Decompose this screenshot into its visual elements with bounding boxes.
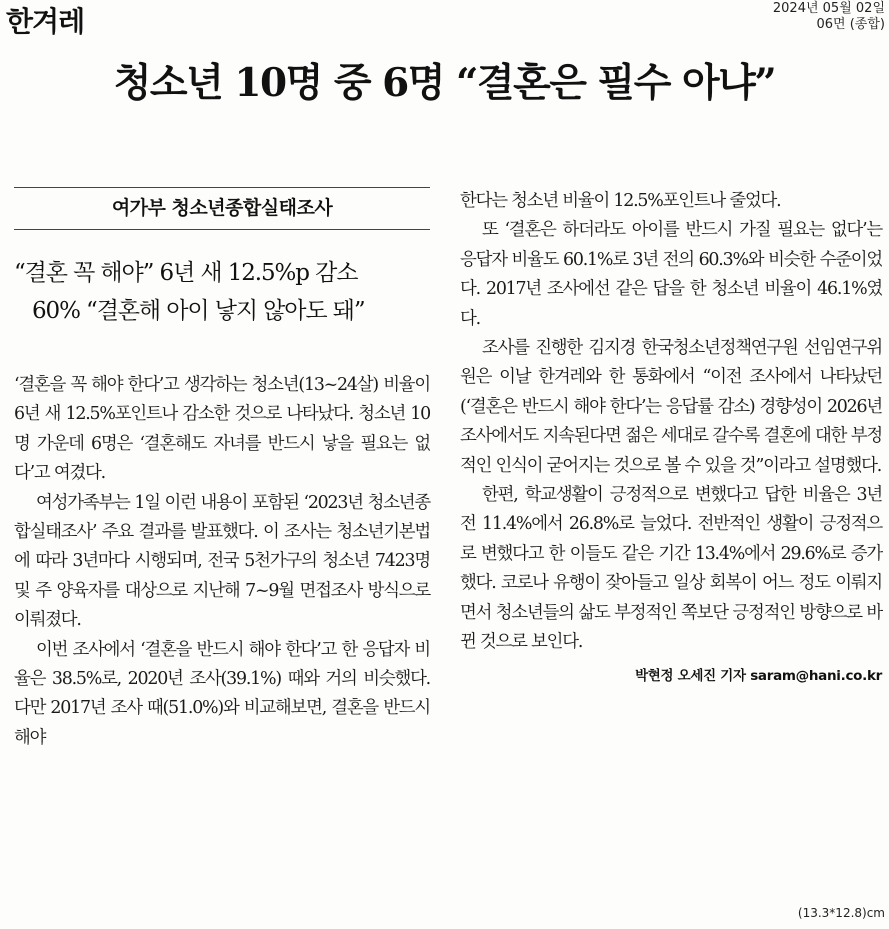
article-body-left xyxy=(14,371,430,753)
article-headline: 청소년 10명 중 6명 “결혼은 필수 아냐” xyxy=(113,60,776,106)
body-paragraph: 또 ‘결혼은 하더라도 아이를 반드시 가질 필요는 없다’는 응답자 비율도 60.1%로 3년 전의 60.3%와 비슷한 수준이었다. 2017년 조사에선 같은 답을 한 청소년 비율이 46.1%였다. xyxy=(460,220,882,329)
issue-date: 2024년 05월 02일 xyxy=(772,1,885,16)
newspaper-logo: 한겨레 xyxy=(6,5,85,38)
subheadline xyxy=(14,254,430,330)
issue-info xyxy=(773,1,885,33)
body-paragraph: 이번 조사에서 ‘결혼을 반드시 해야 한다’고 한 응답자 비율은 38.5%로, 2020년 조사(39.1%) 때와 거의 비슷했다. 다만 2017년 조사 때(51.0%)와 비교해보면, 결혼을 반드시 해야 xyxy=(14,639,430,748)
subheadline-line-1: “결혼 꼭 해야” 6년 새 12.5%p 감소 xyxy=(14,260,358,286)
subheadline-line-2: 60% “결혼해 아이 낳지 않아도 돼” xyxy=(32,298,365,324)
section-label: 여가부 청소년종합실태조사 xyxy=(14,187,430,230)
column-right xyxy=(460,187,882,684)
article-body-right xyxy=(460,187,882,658)
byline: 박현정 오세진 기자 saram@hani.co.kr xyxy=(635,667,882,684)
body-paragraph: 조사를 진행한 김지경 한국청소년정책연구원 선임연구위원은 이날 한겨레와 한 통화에서 “이전 조사에서 나타났던 (‘결혼은 반드시 해야 한다’는 응답률 감소) 경향성이 2026년 조사에서도 지속된다면 젊은 세대로 갈수록 결혼에 대한 부정적인 인식이 굳어지는 것으로 볼 수 있을 것”이라고 설명했다. xyxy=(460,338,882,476)
column-left xyxy=(14,187,430,753)
body-paragraph: ‘결혼을 꼭 해야 한다’고 생각하는 청소년(13~24살) 비율이 6년 새 12.5%포인트나 감소한 것으로 나타났다. 청소년 10명 가운데 6명은 ‘결혼해도 자녀를 반드시 낳을 필요는 없다’고 여겼다. xyxy=(14,375,430,484)
body-paragraph-continued: 한다는 청소년 비율이 12.5%포인트나 줄었다. xyxy=(460,191,781,211)
issue-page: 06면 (종합) xyxy=(816,17,885,32)
body-paragraph: 여성가족부는 1일 이런 내용이 포함된 ‘2023년 청소년종합실태조사’ 주요 결과를 발표했다. 이 조사는 청소년기본법에 따라 3년마다 시행되며, 전국 5천가구의 청소년 7423명 및 주 양육자를 대상으로 지난해 7~9월 면접조사 방식으로 이뤄졌다. xyxy=(14,492,430,631)
body-paragraph: 한편, 학교생활이 긍정적으로 변했다고 답한 비율은 3년 전 11.4%에서 26.8%로 늘었다. 전반적인 생활이 긍정적으로 변했다고 한 이들도 같은 기간 13.4%에서 29.6%로 증가했다. 코로나 유행이 잦아들고 일상 회복이 어느 정도 이뤄지면서 청소년들의 삶도 부정적인 쪽보단 긍정적인 방향으로 바뀐 것으로 보인다. xyxy=(460,485,882,653)
clipping-size-note: (13.3*12.8)cm xyxy=(797,906,885,920)
